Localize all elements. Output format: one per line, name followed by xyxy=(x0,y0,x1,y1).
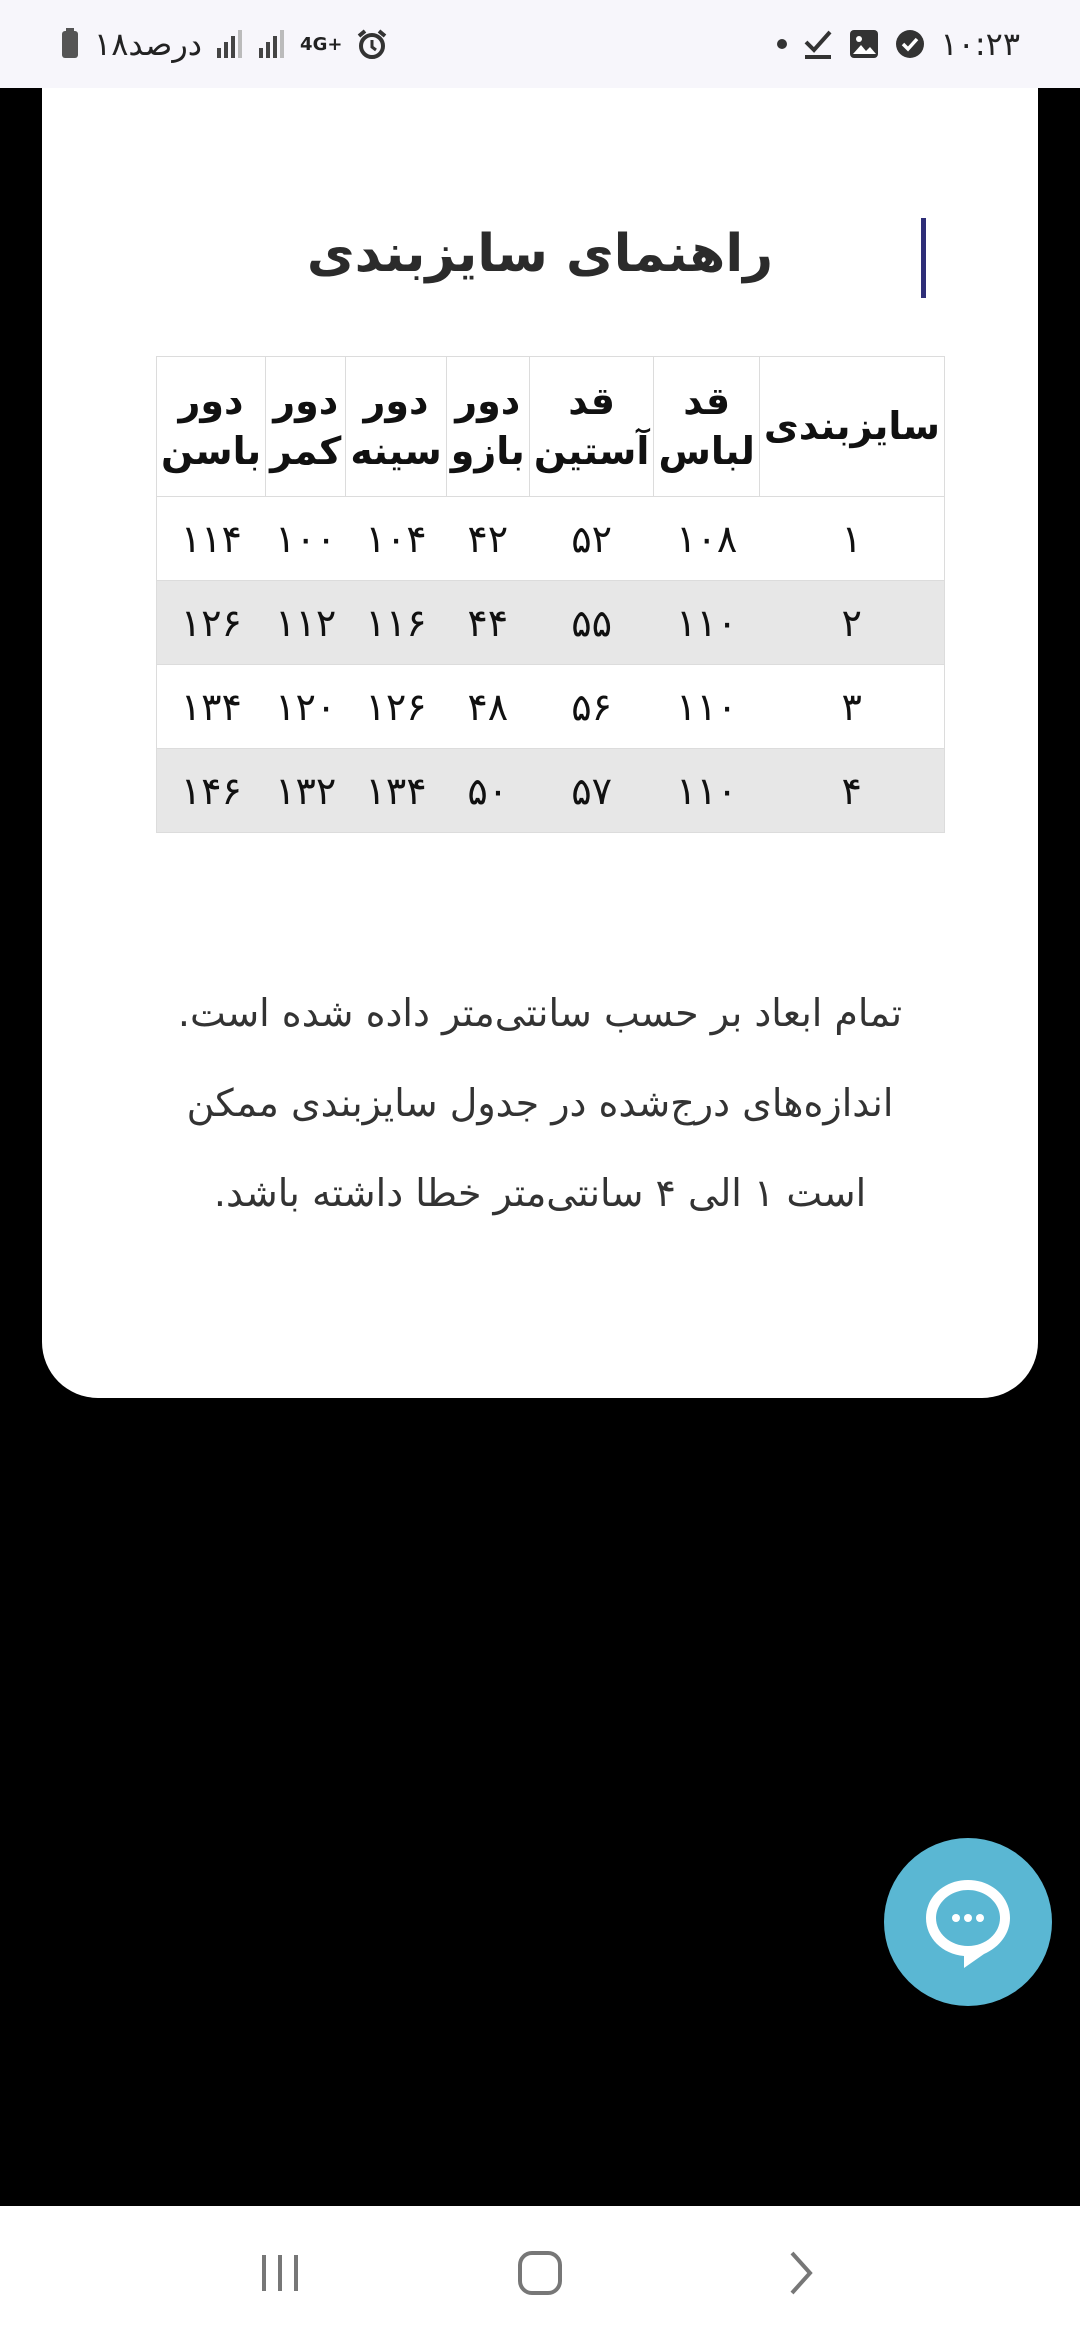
table-cell: ۴۸ xyxy=(446,665,529,749)
table-header-cell: دور کمر xyxy=(266,357,346,497)
shield-check-icon xyxy=(894,28,926,60)
table-cell: ۵۷ xyxy=(529,749,654,833)
table-cell: ۲ xyxy=(759,581,944,665)
alarm-icon xyxy=(356,28,388,60)
home-button[interactable] xyxy=(495,2228,585,2318)
table-cell: ۱۳۴ xyxy=(346,749,446,833)
table-header-cell: دور بازو xyxy=(446,357,529,497)
table-cell: ۵۰ xyxy=(446,749,529,833)
chat-button[interactable] xyxy=(884,1838,1052,2006)
navigation-bar xyxy=(0,2206,1080,2340)
table-row xyxy=(157,665,945,749)
table-row xyxy=(157,581,945,665)
table-cell: ۱۱۰ xyxy=(654,581,759,665)
table-cell: ۱۰۴ xyxy=(346,497,446,581)
clock-text: ۱۰:۲۳ xyxy=(940,25,1020,63)
status-left xyxy=(60,25,388,63)
note-line: اندازه‌های درج‌شده در جدول سایزبندی ممکن xyxy=(186,1081,894,1125)
table-header-cell: سایزبندی xyxy=(759,357,944,497)
title-row xyxy=(42,218,1038,338)
back-icon xyxy=(780,2248,820,2298)
dot-icon xyxy=(776,38,788,50)
image-icon xyxy=(848,28,880,60)
recent-apps-icon xyxy=(256,2249,304,2297)
table-header-row xyxy=(157,357,945,497)
table-cell: ۱۳۲ xyxy=(266,749,346,833)
note-line: است ۱ الی ۴ سانتی‌متر خطا داشته باشد. xyxy=(213,1171,867,1215)
table-row xyxy=(157,749,945,833)
table-cell: ۱ xyxy=(759,497,944,581)
table-cell: ۵۶ xyxy=(529,665,654,749)
table-cell: ۳ xyxy=(759,665,944,749)
page-title: راهنمای سایزبندی xyxy=(306,224,774,284)
table-cell: ۱۱۰ xyxy=(654,665,759,749)
table-cell: ۱۳۴ xyxy=(157,665,266,749)
status-bar xyxy=(0,0,1080,88)
signal-icon xyxy=(216,30,244,58)
table-cell: ۱۲۰ xyxy=(266,665,346,749)
back-button[interactable] xyxy=(755,2228,845,2318)
table-cell: ۱۱۰ xyxy=(654,749,759,833)
status-right xyxy=(776,25,1020,63)
table-cell: ۱۱۶ xyxy=(346,581,446,665)
note-line: تمام ابعاد بر حسب سانتی‌متر داده شده است. xyxy=(177,991,903,1035)
table-row xyxy=(157,497,945,581)
home-icon xyxy=(515,2248,565,2298)
table-cell: ۴ xyxy=(759,749,944,833)
table-cell: ۱۰۸ xyxy=(654,497,759,581)
table-header-cell: دور سینه xyxy=(346,357,446,497)
table-header-cell: دور باسن xyxy=(157,357,266,497)
check-icon xyxy=(802,28,834,60)
battery-icon xyxy=(60,28,80,60)
battery-text: ۱۸درصد xyxy=(94,25,203,63)
table-cell: ۱۲۶ xyxy=(346,665,446,749)
table-cell: ۴۲ xyxy=(446,497,529,581)
table-header-cell: قد لباس xyxy=(654,357,759,497)
table-cell: ۱۱۲ xyxy=(266,581,346,665)
table-header-cell: قد آستین xyxy=(529,357,654,497)
signal-icon xyxy=(258,30,286,58)
table-cell: ۱۱۴ xyxy=(157,497,266,581)
network-label: 4G+ xyxy=(300,33,343,55)
table-cell: ۱۴۶ xyxy=(157,749,266,833)
table-cell: ۱۲۶ xyxy=(157,581,266,665)
table-cell: ۵۵ xyxy=(529,581,654,665)
table-cell: ۱۰۰ xyxy=(266,497,346,581)
chat-bubble-icon xyxy=(918,1872,1018,1972)
recent-apps-button[interactable] xyxy=(235,2228,325,2318)
table-cell: ۴۴ xyxy=(446,581,529,665)
size-table xyxy=(156,356,945,833)
measurement-note xyxy=(102,968,978,1238)
table-cell: ۵۲ xyxy=(529,497,654,581)
size-guide-card xyxy=(42,88,1038,1398)
